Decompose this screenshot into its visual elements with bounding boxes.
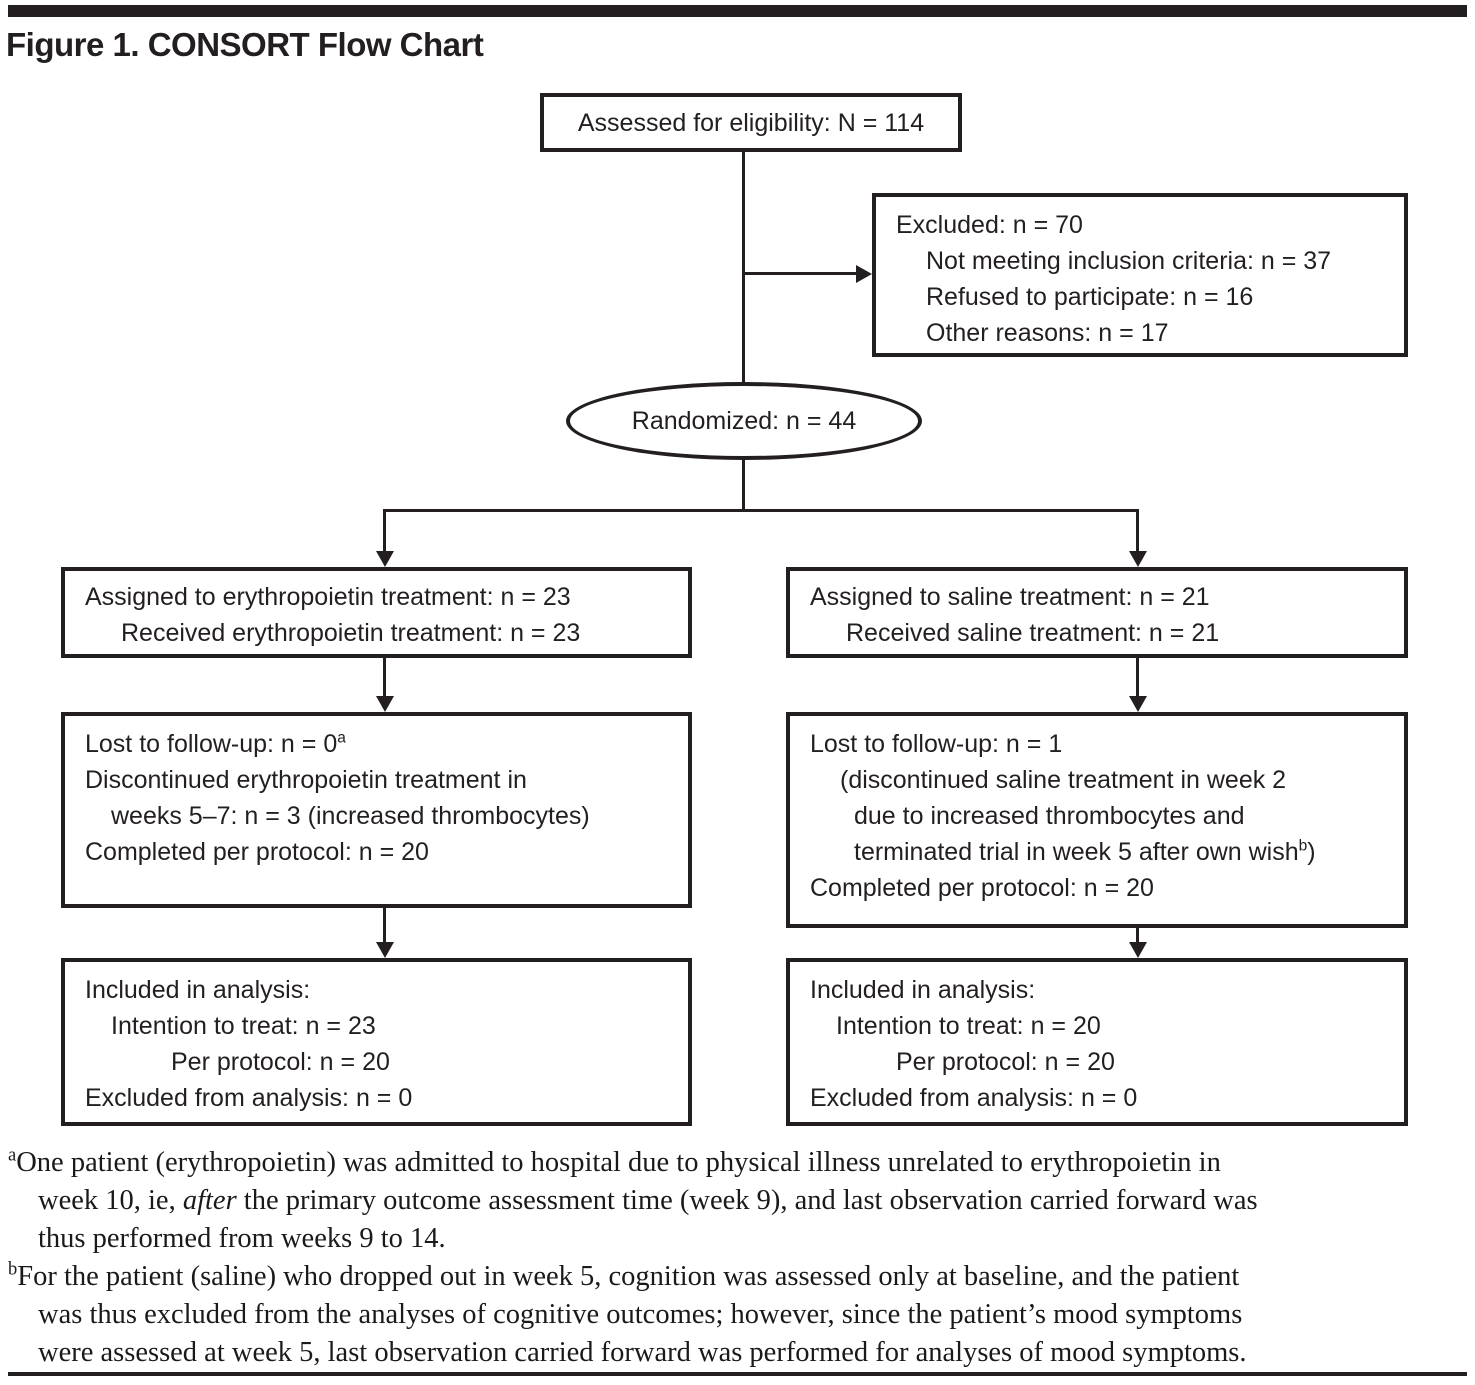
assessed-text: Assessed for eligibility: N = 114 [577,108,925,137]
connector-branch-left [383,509,386,553]
randomized-text: Randomized: n = 44 [631,407,857,435]
footnote-b-line: was thus excluded from the analyses of cognitive outcomes; however, since the patient’s mood symptoms [38,1299,1243,1330]
connector-assigned-to-followup-left [383,658,386,698]
footnote-a-line: thus performed from weeks 9 to 14. [38,1223,446,1254]
footnote-b-line: $^b$For the patient (saline) who dropped out in week 5, cognition was assessed only at baseline, and the patient [8,1258,1240,1292]
bottom-rule [8,1372,1467,1376]
footnote-b [8,1258,1470,1372]
connector-assigned-to-followup-right [1136,658,1139,698]
box-followup-erythropoietin [61,712,692,908]
arrowhead-assigned-erythropoietin [376,551,394,567]
box-assigned-saline [786,567,1408,658]
assigned-saline-line: Assigned to saline treatment: n = 21 [810,583,1210,611]
arrowhead-assigned-saline [1129,551,1147,567]
followup-saline-line: due to increased thrombocytes and [854,802,1245,830]
box-analysis-saline [786,958,1408,1126]
followup-epo-line: Discontinued erythropoietin treatment in [85,766,527,794]
box-excluded [872,193,1408,357]
top-rule [8,5,1467,17]
connector-assessed-to-randomized [742,152,745,383]
arrowhead-analysis-saline [1129,942,1147,958]
connector-randomized-to-branch [742,460,745,512]
excluded-item: Other reasons: n = 17 [926,319,1169,347]
analysis-epo-line: Included in analysis: [85,976,311,1004]
assigned-epo-line: Received erythropoietin treatment: n = 23 [121,619,581,647]
excluded-item: Refused to participate: n = 16 [926,283,1254,311]
analysis-saline-line: Excluded from analysis: n = 0 [810,1084,1138,1112]
analysis-epo-line: Per protocol: n = 20 [171,1048,390,1076]
followup-saline-line: terminated trial in week 5 after own wish$^b$) [854,837,1316,866]
analysis-epo-line: Intention to treat: n = 23 [111,1012,376,1040]
arrowhead-followup-saline [1129,696,1147,712]
followup-epo-line: Lost to follow-up: n = 0$^a$ [85,729,346,758]
footnote-b-line: were assessed at week 5, last observation carried forward was performed for analyses of mood symptoms. [38,1337,1247,1368]
footnote-marker-a-ref: a [337,729,346,747]
analysis-saline-line: Included in analysis: [810,976,1036,1004]
connector-branch-right [1136,509,1139,553]
assigned-epo-line: Assigned to erythropoietin treatment: n = 23 [85,583,571,611]
excluded-title: Excluded: n = 70 [896,211,1083,239]
figure-title: Figure 1. CONSORT Flow Chart [6,26,484,63]
box-assessed [540,93,962,152]
ellipse-randomized [566,382,922,460]
box-assigned-erythropoietin [61,567,692,658]
box-followup-saline [786,712,1408,928]
arrowhead-excluded [856,265,872,283]
connector-followup-to-analysis-left [383,908,386,944]
footnote-a-line: week 10, ie, after the primary outcome assessment time (week 9), and last observation carried forward was [38,1185,1258,1216]
footnotes [8,1144,1470,1372]
followup-saline-line: (discontinued saline treatment in week 2 [840,766,1287,794]
arrowhead-followup-erythropoietin [376,696,394,712]
arrowhead-analysis-erythropoietin [376,942,394,958]
connector-to-excluded [744,272,858,275]
footnote-a-line: $^a$One patient (erythropoietin) was admitted to hospital due to physical illness unrelated to erythropoietin in [8,1144,1221,1178]
connector-branch [383,509,1139,512]
analysis-saline-line: Per protocol: n = 20 [896,1048,1115,1076]
followup-epo-line: Completed per protocol: n = 20 [85,838,429,866]
analysis-saline-line: Intention to treat: n = 20 [836,1012,1101,1040]
analysis-epo-line: Excluded from analysis: n = 0 [85,1084,413,1112]
footnote-marker-b-ref: b [1298,837,1308,855]
followup-epo-line: weeks 5–7: n = 3 (increased thrombocytes) [111,802,590,830]
footnote-a [8,1144,1470,1258]
assigned-saline-line: Received saline treatment: n = 21 [846,619,1220,647]
box-analysis-erythropoietin [61,958,692,1126]
footnote-marker-a: a [8,1144,17,1166]
footnote-marker-b: b [8,1258,18,1280]
followup-saline-line: Lost to follow-up: n = 1 [810,730,1063,758]
followup-saline-line: Completed per protocol: n = 20 [810,874,1154,902]
excluded-item: Not meeting inclusion criteria: n = 37 [926,247,1332,275]
